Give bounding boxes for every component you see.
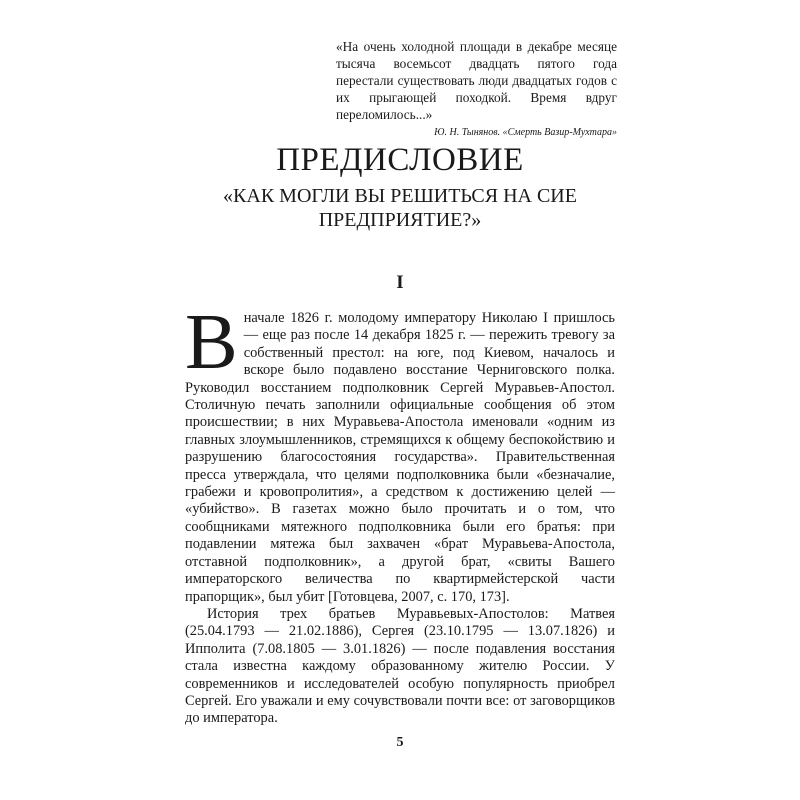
chapter-subtitle: «КАК МОГЛИ ВЫ РЕШИТЬСЯ НА СИЕ ПРЕДПРИЯТИЕ?» (223, 185, 577, 231)
page-number: 5 (396, 735, 404, 750)
epigraph (336, 38, 617, 141)
paragraph-2: История трех братьев Муравьевых-Апостолов: Матвея (25.04.1793 — 21.02.1886), Сергея (23.10.1795 — 13.07.1826) и Ипполита (7.08.1805 — 3.01.1826) — после подавления восстания стала известна каждому образованному жителю России. У современников и исследователей особую популярность приобрел Сергей. Его уважали и ему сочувствовали почти все: от заговорщиков до императора. (185, 605, 615, 727)
paragraph-1 (185, 299, 615, 606)
section-number: I (396, 272, 404, 293)
drop-cap: В (185, 299, 238, 386)
body-text (185, 299, 615, 728)
epigraph-text: «На очень холодной площади в декабре месяце тысяча восемьсот двадцать пятого года перестали существовать люди двадцатых годов с их прыгающей походкой. Время вдруг переломилось...» (336, 39, 617, 122)
paragraph-1-text: начале 1826 г. молодому императору Николаю I пришлось — еще раз после 14 декабря 1825 г. — пережить тревогу за собственный престол: на юге, под Киевом, началось и вскоре было подавлено восстание Черниговского полка. Руководил восстанием подполковник Сергей Муравьев-Апостол. Столичную печать заполнили официальные сообщения об этом происшествии; в них Муравьева-Апостола именовали «одним из главных злоумышленников, стремящихся к общему беспокойствию и разрушению благосостояния государства». Правительственная пресса утверждала, что целями подполковника были «безначалие, грабежи и кровопролития», а средством к достижению целей — «убийство». В газетах можно было прочитать и о том, что сообщниками мятежного подполковника были его братья: при подавлении мятежа был захвачен «брат Муравьева-Апостола, отставной подполковник», а другой брат, «свиты Вашего императорского величества по квартирмейстерской части прапорщик», был убит [Готовцева, 2007, с. 170, 173]. (185, 310, 615, 605)
epigraph-source: Ю. Н. Тынянов. «Смерть Вазир-Мухтара» (434, 127, 617, 138)
chapter-title: ПРЕДИСЛОВИЕ (276, 142, 524, 178)
